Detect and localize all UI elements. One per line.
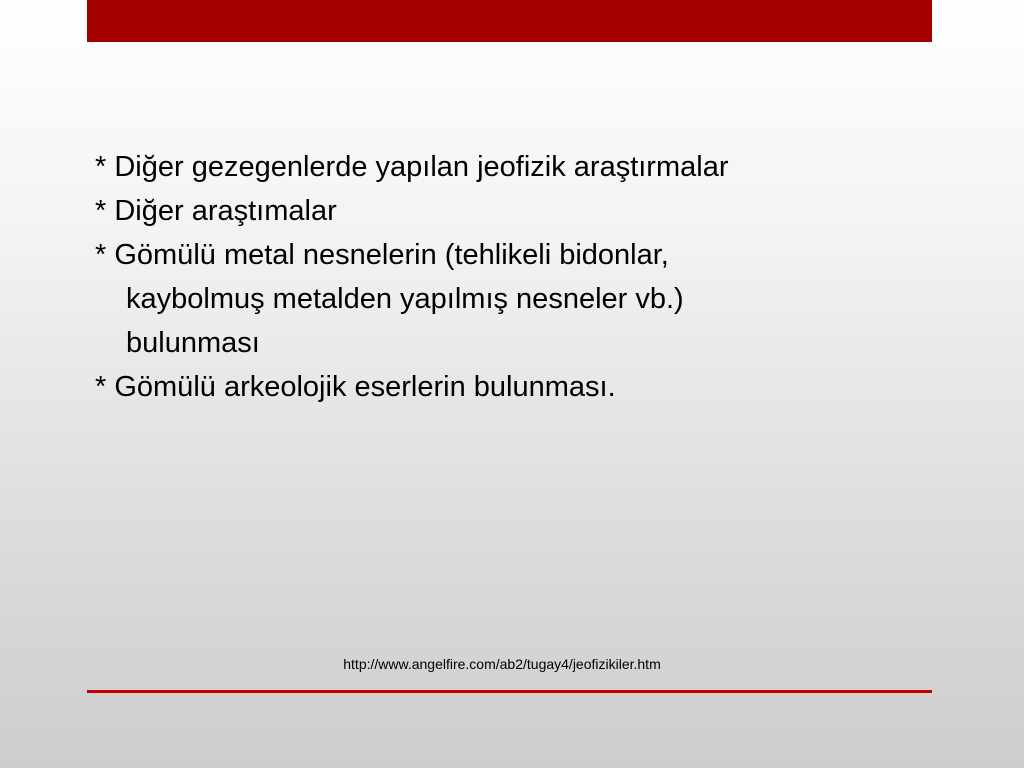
source-link[interactable]: http://www.angelfire.com/ab2/tugay4/jeofizikiler.htm: [343, 656, 661, 672]
bullet-buried-metal-objects-end: bulunması: [126, 327, 260, 359]
bullet-planetary-research: * Diğer gezegenlerde yapılan jeofizik araştırmalar: [95, 151, 729, 183]
top-accent-bar: [87, 0, 932, 42]
bullet-buried-metal-objects-continued: kaybolmuş metalden yapılmış nesneler vb.): [126, 283, 684, 315]
bullet-other-research: * Diğer araştımalar: [95, 195, 337, 227]
bottom-divider: [87, 690, 932, 693]
slide-body: [95, 145, 935, 409]
bullet-buried-metal-objects: * Gömülü metal nesnelerin (tehlikeli bidonlar,: [95, 239, 669, 271]
bullet-archaeological-finds: * Gömülü arkeolojik eserlerin bulunması.: [95, 371, 616, 403]
